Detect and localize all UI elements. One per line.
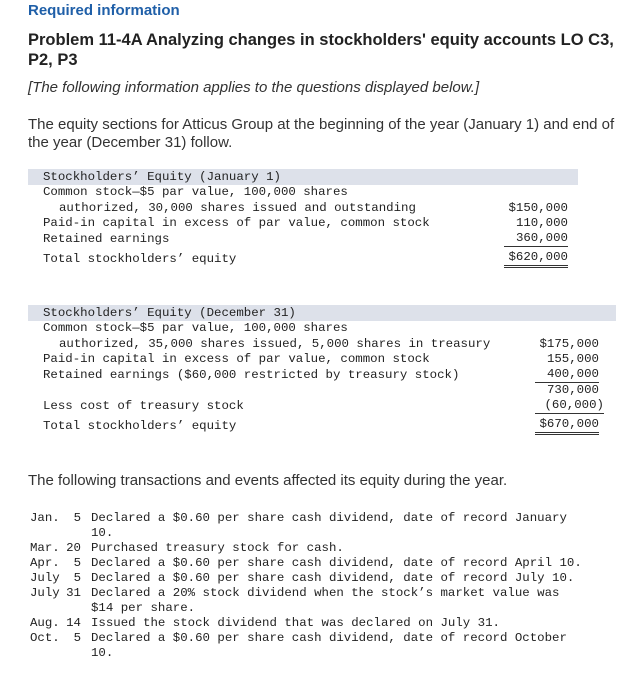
table-row-label: authorized, 35,000 shares issued, 5,000 shares in treasury (59, 337, 491, 351)
table-row-value: $150,000 (508, 201, 568, 215)
transaction-text-cont: $14 per share. (91, 601, 196, 615)
transaction-day: 14 (66, 616, 81, 630)
transaction-text: Declared a $0.60 per share cash dividend, date of record October (91, 631, 567, 645)
transaction-text: Declared a $0.60 per share cash dividend, date of record July 10. (91, 571, 575, 585)
table-row-value: 400,000 (535, 367, 599, 383)
transaction-month: Mar. (30, 541, 60, 555)
transaction-text: Declared a $0.60 per share cash dividend, date of record January (91, 511, 567, 525)
transaction-month: Oct. (30, 631, 60, 645)
table-row-label: Paid-in capital in excess of par value, common stock (43, 216, 430, 230)
transaction-day: 5 (73, 571, 81, 585)
transaction-month: Apr. (30, 556, 60, 570)
transaction-month: Jan. (30, 511, 60, 525)
transaction-day: 31 (66, 586, 81, 600)
transaction-text-cont: 10. (91, 526, 114, 540)
table-total-value: $620,000 (504, 250, 568, 268)
transaction-day: 5 (73, 556, 81, 570)
transaction-month: Aug. (30, 616, 60, 630)
transaction-month: July (30, 571, 60, 585)
instruction-note: [The following information applies to the questions displayed below.] (28, 79, 480, 96)
table-row-label: Total stockholders’ equity (43, 419, 237, 433)
table-row-value: 155,000 (546, 352, 599, 366)
table-row-label: Retained earnings ($60,000 restricted by treasury stock) (43, 368, 460, 382)
intro-paragraph: The equity sections for Atticus Group at the beginning of the year (January 1) and end of the year (December 31) follow. (28, 116, 615, 151)
table-row-label: Common stock—$5 par value, 100,000 shares (43, 185, 348, 199)
transaction-day: 5 (73, 511, 81, 525)
transaction-text: Issued the stock dividend that was declared on July 31. (91, 616, 500, 630)
transaction-day: 5 (73, 631, 81, 645)
transaction-text: Purchased treasury stock for cash. (91, 541, 344, 555)
table-total-value: $670,000 (535, 417, 599, 435)
table-row-label: Common stock—$5 par value, 100,000 shares (43, 321, 348, 335)
required-information-label: Required information (28, 2, 180, 19)
table-row-value: $175,000 (539, 337, 599, 351)
transaction-text: Declared a $0.60 per share cash dividend, date of record April 10. (91, 556, 582, 570)
table-row-label: authorized, 30,000 shares issued and outstanding (59, 201, 416, 215)
table-row-label: Retained earnings (43, 232, 170, 246)
table-row-label: Less cost of treasury stock (43, 399, 244, 413)
table-row-label: Paid-in capital in excess of par value, common stock (43, 352, 430, 366)
transaction-text: Declared a 20% stock dividend when the stock’s market value was (91, 586, 560, 600)
table-row-label: Total stockholders’ equity (43, 252, 237, 266)
table-heading: Stockholders’ Equity (January 1) (43, 170, 281, 184)
table-subtotal-value: 730,000 (546, 383, 599, 397)
table-heading: Stockholders’ Equity (December 31) (43, 306, 296, 320)
table-row-value: 110,000 (515, 216, 568, 230)
transaction-day: 20 (66, 541, 81, 555)
transaction-month: July (30, 586, 60, 600)
transactions-intro: The following transactions and events affected its equity during the year. (28, 472, 508, 489)
transaction-text-cont: 10. (91, 646, 114, 660)
problem-title: Problem 11-4A Analyzing changes in stockholders' equity accounts LO C3, P2, P3 (28, 31, 614, 69)
table-row-value: (60,000) (535, 398, 604, 414)
table-row-value: 360,000 (504, 231, 568, 247)
